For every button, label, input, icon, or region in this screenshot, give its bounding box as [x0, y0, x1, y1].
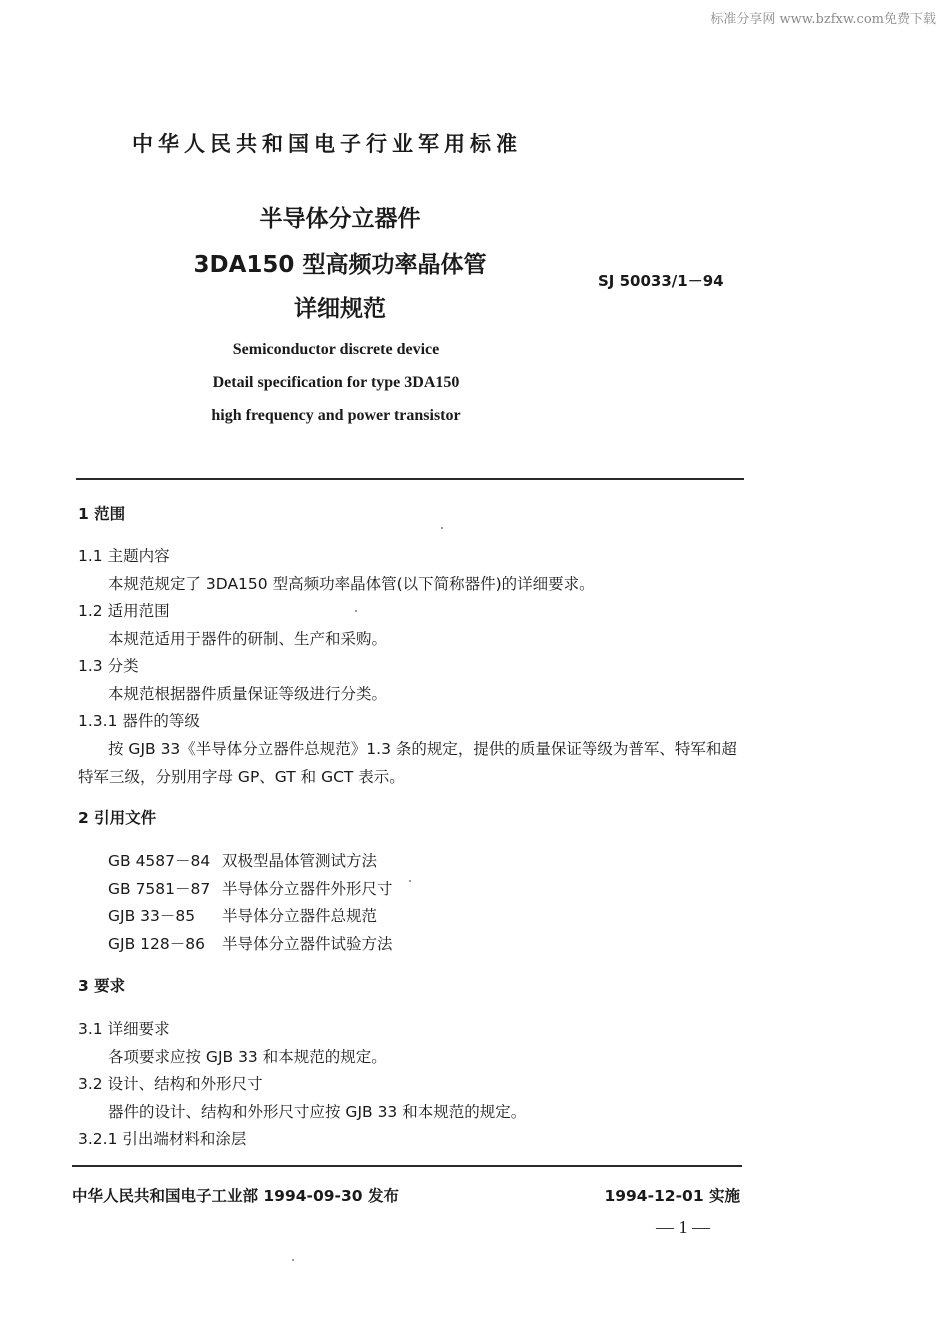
reference-title: 双极型晶体管测试方法: [222, 852, 378, 870]
reference-code: GB 4587－84: [108, 852, 211, 870]
scan-speck: [292, 1259, 294, 1261]
footer-divider: [72, 1165, 742, 1167]
section-3-2-text: 器件的设计、结构和外形尺寸应按 GJB 33 和本规范的规定。: [108, 1103, 527, 1121]
issue-date: 中华人民共和国电子工业部 1994-09-30 发布: [72, 1187, 399, 1205]
section-3-2-heading: 3.2 设计、结构和外形尺寸: [78, 1075, 263, 1093]
reference-code: GB 7581－87: [108, 880, 211, 898]
effective-date: 1994-12-01 实施: [604, 1187, 740, 1205]
section-1-3-text: 本规范根据器件质量保证等级进行分类。: [108, 685, 388, 703]
reference-code: GJB 128－86: [108, 935, 205, 953]
section-3-1-heading: 3.1 详细要求: [78, 1020, 170, 1038]
header-divider: [76, 478, 744, 480]
english-title-line-2: Detail specification for type 3DA150: [212, 374, 460, 391]
page-number: — 1 —: [656, 1217, 710, 1237]
reference-code: GJB 33－85: [108, 907, 196, 925]
reference-title: 半导体分立器件总规范: [222, 907, 378, 925]
section-2-heading: 2 引用文件: [78, 809, 157, 827]
section-1-heading: 1 范围: [78, 505, 126, 523]
watermark: 标准分享网 www.bzfxw.com免费下载: [710, 12, 936, 27]
section-1-1-heading: 1.1 主题内容: [78, 547, 170, 565]
section-1-3-heading: 1.3 分类: [78, 657, 139, 675]
reference-title: 半导体分立器件外形尺寸: [222, 880, 393, 898]
standard-type-heading: 中华人民共和国电子行业军用标准: [132, 132, 522, 156]
section-1-1-text: 本规范规定了 3DA150 型高频功率晶体管(以下简称器件)的详细要求。: [108, 575, 595, 593]
standard-code: SJ 50033/1－94: [598, 272, 724, 290]
title-line-3: 详细规范: [294, 296, 386, 322]
section-1-3-1-text-line-2: 特军三级，分别用字母 GP、GT 和 GCT 表示。: [78, 768, 405, 786]
english-title-line-1: Semiconductor discrete device: [232, 341, 440, 358]
title-line-1: 半导体分立器件: [259, 206, 421, 232]
section-3-1-text: 各项要求应按 GJB 33 和本规范的规定。: [108, 1048, 387, 1066]
section-1-2-text: 本规范适用于器件的研制、生产和采购。: [108, 630, 388, 648]
section-1-3-1-text-line-1: 按 GJB 33《半导体分立器件总规范》1.3 条的规定，提供的质量保证等级为普军、特军和超: [108, 740, 737, 758]
section-1-3-1-heading: 1.3.1 器件的等级: [78, 712, 200, 730]
section-1-2-heading: 1.2 适用范围: [78, 602, 170, 620]
scan-speck: [409, 880, 411, 882]
section-3-heading: 3 要求: [78, 977, 126, 995]
title-line-2: 3DA150 型高频功率晶体管: [193, 252, 487, 278]
scan-speck: [355, 610, 357, 612]
section-3-2-1-heading: 3.2.1 引出端材料和涂层: [78, 1130, 247, 1148]
scan-speck: [441, 527, 443, 529]
english-title-line-3: high frequency and power transistor: [211, 407, 461, 424]
reference-title: 半导体分立器件试验方法: [222, 935, 393, 953]
